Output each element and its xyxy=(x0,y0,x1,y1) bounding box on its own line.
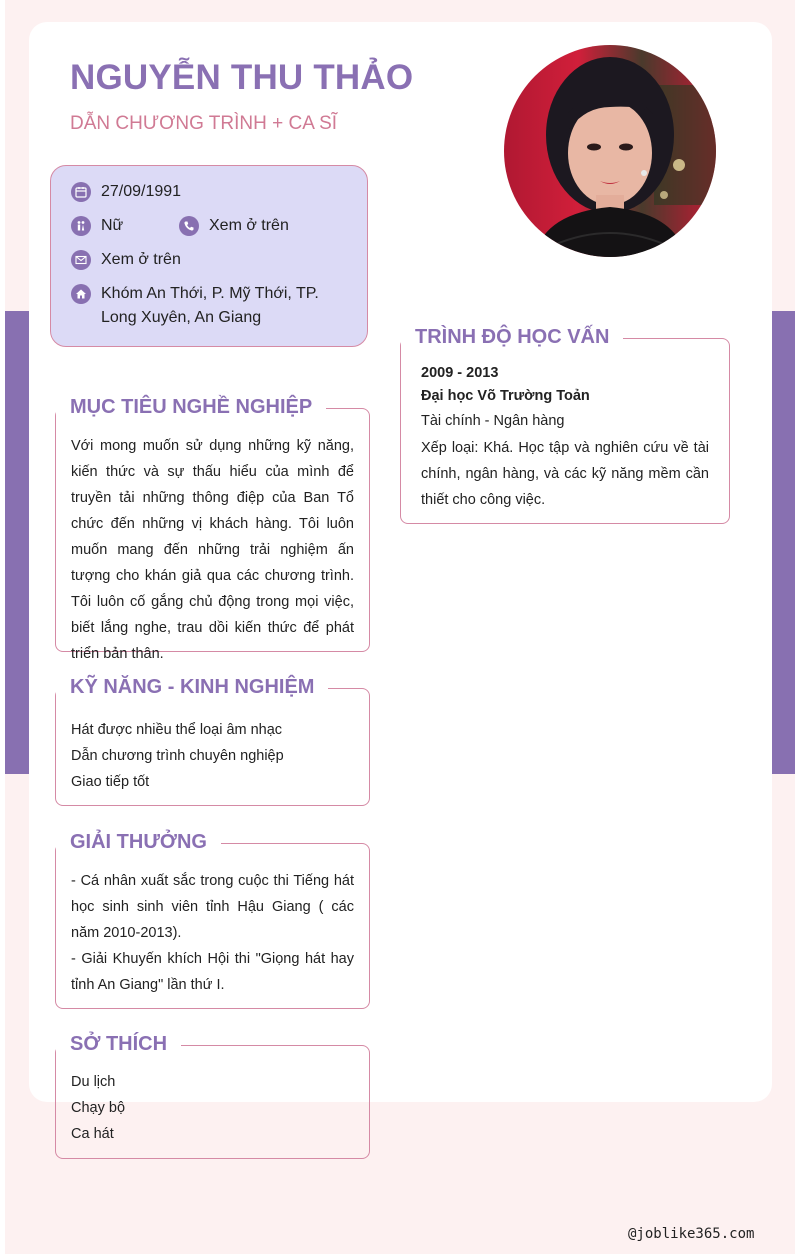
award-item-1: - Cá nhân xuất sắc trong cuộc thi Tiếng hát học sinh sinh viên tỉnh Hậu Giang ( các năm 2010-2013). xyxy=(71,873,354,941)
objective-text: Với mong muốn sử dụng những kỹ năng, kiến thức và sự thấu hiểu của mình để truyền tải những thông điệp của Ban Tổ chức đến những vị khách hàng. Tôi luôn muốn mang đến những trải nghiệm ấn tượng cho khán giả qua các chương trình. Tôi luôn cố gắng chủ động trong mọi việc, biết lắng nghe, trau dồi kiến thức để phát triển bản thân. xyxy=(71,438,354,662)
home-icon xyxy=(71,284,91,304)
calendar-icon xyxy=(71,182,91,202)
job-title: DẪN CHƯƠNG TRÌNH + CA SĨ xyxy=(70,113,338,134)
hobby-item: Ca hát xyxy=(71,1126,114,1142)
awards-title: GIẢI THƯỞNG xyxy=(56,830,221,854)
gender-icon xyxy=(71,216,91,236)
education-years: 2009 - 2013 xyxy=(421,365,499,381)
phone-text: Xem ở trên xyxy=(209,217,289,234)
candidate-name: NGUYỄN THU THẢO xyxy=(70,58,414,97)
hobbies-title: SỞ THÍCH xyxy=(56,1032,181,1056)
skills-title: KỸ NĂNG - KINH NGHIỆM xyxy=(56,675,328,699)
right-accent-band xyxy=(772,311,795,774)
birthday-text: 27/09/1991 xyxy=(101,183,182,200)
hobby-item: Chạy bộ xyxy=(71,1100,126,1116)
gender-text: Nữ xyxy=(101,217,124,234)
education-title: TRÌNH ĐỘ HỌC VẤN xyxy=(401,325,623,349)
award-item-2: - Giải Khuyến khích Hội thi "Giọng hát hay tỉnh An Giang" lần thứ I. xyxy=(71,951,354,993)
address-line-1: Khóm An Thới, P. Mỹ Thới, TP. xyxy=(101,285,319,302)
skill-item: Giao tiếp tốt xyxy=(71,774,150,790)
left-accent-band xyxy=(5,311,29,774)
email-icon xyxy=(71,250,91,270)
education-major: Tài chính - Ngân hàng xyxy=(421,413,565,429)
avatar xyxy=(504,45,716,257)
skill-item: Dẫn chương trình chuyên nghiệp xyxy=(71,748,284,764)
profile-photo xyxy=(504,45,716,257)
address-line-2: Long Xuyên, An Giang xyxy=(101,309,262,326)
email-text: Xem ở trên xyxy=(101,251,181,268)
phone-icon xyxy=(179,216,199,236)
education-description: Xếp loại: Khá. Học tập và nghiên cứu về tài chính, ngân hàng, và các kỹ năng mềm cần thiết cho công việc. xyxy=(421,440,709,508)
skill-item: Hát được nhiều thể loại âm nhạc xyxy=(71,722,283,738)
watermark-text: @joblike365.com xyxy=(628,1226,755,1242)
education-school: Đại học Võ Trường Toản xyxy=(421,388,590,404)
objective-title: MỤC TIÊU NGHỀ NGHIỆP xyxy=(56,395,326,419)
hobby-item: Du lịch xyxy=(71,1074,116,1090)
